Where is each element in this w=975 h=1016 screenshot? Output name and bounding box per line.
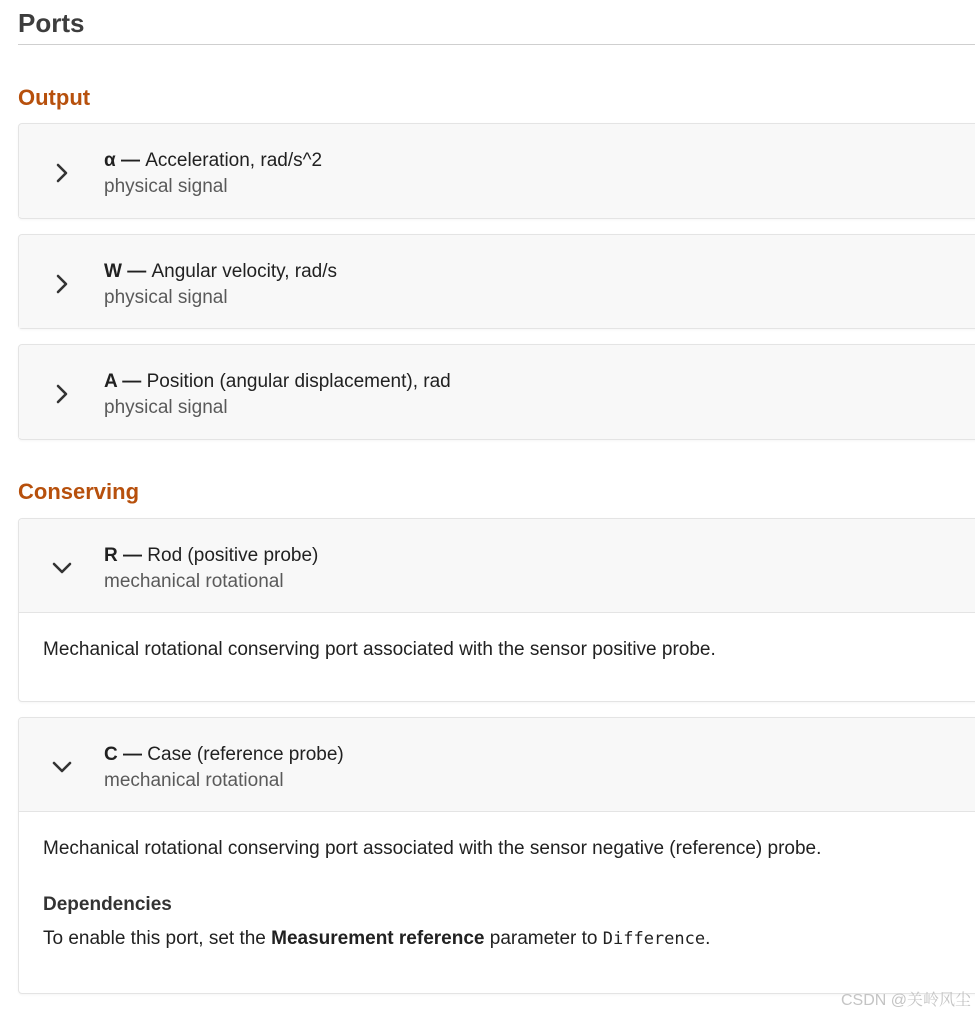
port-type: physical signal — [104, 287, 228, 308]
parameter-value: Difference — [602, 929, 706, 949]
port-name: A — [104, 371, 118, 392]
dependencies-heading: Dependencies — [43, 894, 172, 915]
port-title — [104, 371, 451, 393]
dependencies-text-middle: parameter to — [484, 928, 603, 949]
port-header-c[interactable] — [19, 718, 975, 812]
section-heading-output: Output — [18, 85, 91, 110]
port-body-text: Mechanical rotational conserving port associated with the sensor negative (reference) probe. — [43, 838, 822, 859]
page-title: Ports — [18, 8, 85, 38]
port-description: Case (reference probe) — [147, 744, 344, 765]
dependencies-text — [43, 926, 963, 952]
port-header-alpha[interactable] — [19, 124, 975, 217]
port-title — [104, 744, 344, 766]
port-dash: — — [117, 545, 148, 566]
port-header-w[interactable] — [19, 235, 975, 328]
port-dash: — — [117, 371, 147, 392]
parameter-name: Measurement reference — [271, 928, 485, 949]
section-heading-conserving: Conserving — [18, 479, 140, 504]
port-body-text: Mechanical rotational conserving port associated with the sensor positive probe. — [43, 639, 716, 660]
chevron-down-icon[interactable] — [49, 555, 75, 581]
port-description: Rod (positive probe) — [147, 545, 319, 566]
dependencies-text-after: . — [705, 928, 711, 949]
port-card-c — [18, 717, 975, 994]
port-name: W — [104, 261, 122, 282]
port-body-c — [19, 812, 975, 972]
port-dash: — — [115, 150, 146, 171]
port-title — [104, 261, 337, 283]
port-description: Acceleration, rad/s^2 — [145, 150, 323, 171]
port-type: mechanical rotational — [104, 770, 284, 791]
port-card-r — [18, 518, 975, 702]
title-divider — [18, 44, 975, 45]
port-description: Angular velocity, rad/s — [151, 261, 338, 282]
watermark: CSDN @关岭风尘 — [840, 992, 971, 1009]
port-title — [104, 545, 318, 567]
chevron-right-icon[interactable] — [49, 160, 75, 186]
port-body-r — [19, 613, 975, 683]
port-card-alpha — [18, 123, 975, 219]
port-description: Position (angular displacement), rad — [146, 371, 451, 392]
port-name: α — [104, 150, 116, 171]
port-name: C — [104, 744, 118, 765]
port-card-w — [18, 234, 975, 329]
port-dash: — — [117, 744, 148, 765]
port-type: mechanical rotational — [104, 571, 284, 592]
port-header-a[interactable] — [19, 345, 975, 438]
chevron-right-icon[interactable] — [49, 271, 75, 297]
chevron-right-icon[interactable] — [49, 381, 75, 407]
port-name: R — [104, 545, 118, 566]
dependencies-text-before: To enable this port, set the — [43, 928, 272, 949]
port-title — [104, 150, 322, 172]
port-type: physical signal — [104, 397, 228, 418]
port-type: physical signal — [104, 176, 228, 197]
port-dash: — — [121, 261, 152, 282]
port-header-r[interactable] — [19, 519, 975, 613]
port-card-a — [18, 344, 975, 440]
chevron-down-icon[interactable] — [49, 754, 75, 780]
